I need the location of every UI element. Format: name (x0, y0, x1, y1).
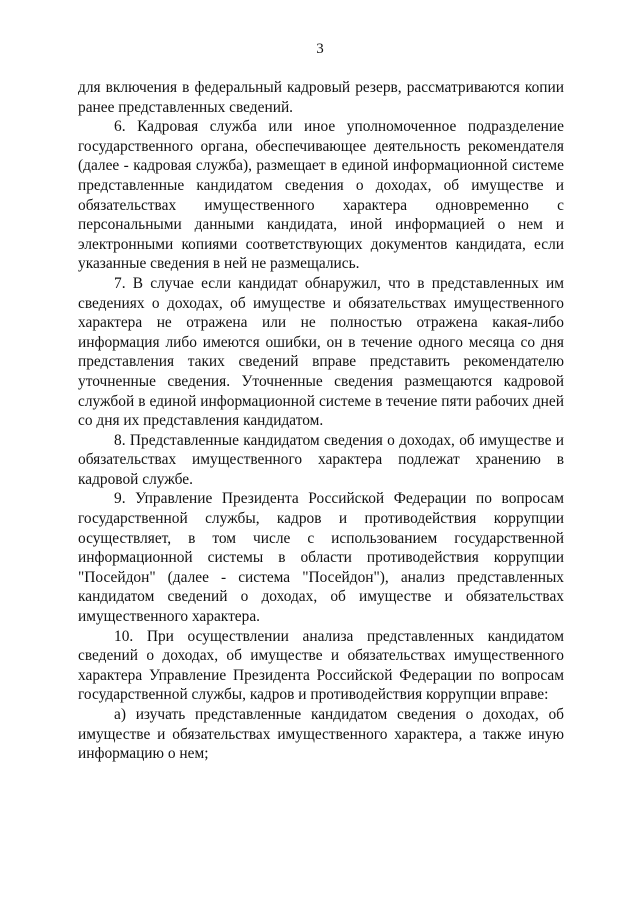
paragraph-10a: а) изучать представленные кандидатом сведения о доходах, об имуществе и обязательствах имущественного характера, а также иную информацию о нем; (78, 706, 564, 763)
paragraph-6: 6. Кадровая служба или иное уполномоченное подразделение государственного органа, обеспечивающее деятельность рекомендателя (далее - кадровая служба), размещает в единой информационной системе представленные кандидатом сведения о доходах, об имуществе и обязательствах имущественного характера одновременно с персональными данными кандидата, иной информацией о нем и электронными копиями соответствующих документов кандидата, если указанные сведения в ней не размещались. (78, 118, 564, 273)
document-body (78, 78, 564, 764)
paragraph-10: 10. При осуществлении анализа представленных кандидатом сведений о доходах, об имуществе и обязательствах имущественного характера Управление Президента Российской Федерации по вопросам государственной службы, кадров и противодействия коррупции вправе: (78, 627, 564, 704)
paragraph-continuation: для включения в федеральный кадровый резерв, рассматриваются копии ранее представленных сведений. (78, 79, 564, 116)
paragraph-8: 8. Представленные кандидатом сведения о доходах, об имуществе и обязательствах имущественного характера подлежат хранению в кадровой службе. (78, 431, 564, 488)
paragraph-9: 9. Управление Президента Российской Федерации по вопросам государственной службы, кадров и противодействия коррупции осуществляет, в том числе с использованием государственной информационной системы в области противодействия коррупции "Посейдон" (далее - система "Посейдон"), анализ представленных кандидатом сведений о доходах, об имуществе и обязательствах имущественного характера. (78, 490, 564, 626)
paragraph-7: 7. В случае если кандидат обнаружил, что в представленных им сведениях о доходах, об имуществе и обязательствах имущественного характера не отражена или не полностью отражена какая-либо информация либо имеются ошибки, он в течение одного месяца со дня представления таких сведений вправе представить рекомендателю уточненные сведения. Уточненные сведения размещаются кадровой службой в единой информационной системе в течение пяти рабочих дней со дня их представления кандидатом. (78, 274, 564, 430)
page-number: 3 (316, 41, 324, 57)
